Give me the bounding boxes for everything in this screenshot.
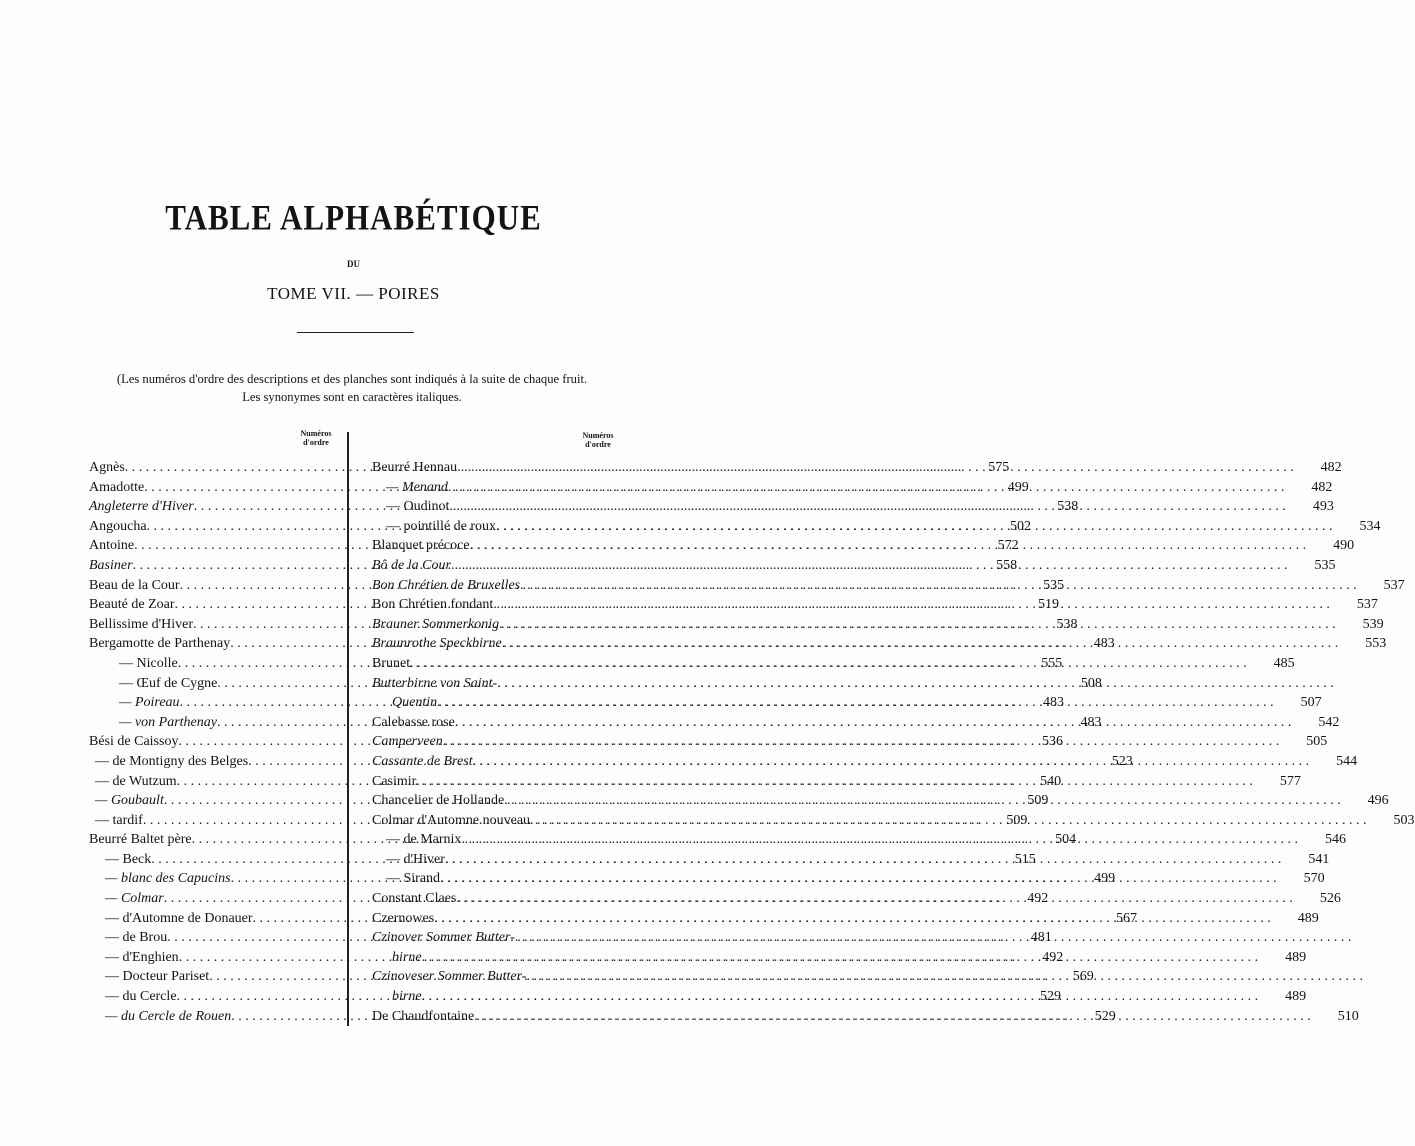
entry-number: 575 [988, 460, 1010, 475]
dot-leader [456, 889, 1293, 909]
entry-number: 538 [1056, 616, 1078, 632]
entry-name: Bési de Caissoy [89, 734, 179, 750]
entry-number: 537 [1356, 597, 1378, 613]
entry-name: Bergamotte de Parthenay [89, 636, 231, 652]
entry-name: — de Wutzum [95, 773, 177, 789]
dot-leader [520, 576, 1357, 596]
entry-name: birne [392, 949, 422, 965]
entry-number: 537 [1383, 577, 1405, 593]
dot-leader [474, 1007, 1311, 1027]
entry-number: 535 [1314, 557, 1336, 573]
entry-number: 572 [997, 538, 1019, 554]
dot-leader [443, 732, 1280, 752]
entry-number: 558 [996, 557, 1018, 573]
entry-number: 538 [1057, 499, 1079, 515]
entry-number: 541 [1308, 851, 1330, 867]
entry-name: Beauté de Zoar [89, 597, 175, 613]
index-entry [372, 967, 617, 987]
entry-number: 481 [1030, 930, 1052, 946]
entry-name: — de Brou [105, 930, 168, 946]
dot-leader [422, 987, 1259, 1007]
dot-leader [410, 654, 1247, 674]
dot-leader [457, 458, 1294, 478]
entry-name: — tardif [95, 812, 143, 828]
title-connector: DU [347, 259, 360, 269]
entry-name: Amadotte [89, 479, 145, 495]
entry-name: Czernowes [372, 910, 435, 926]
entry-name: Cassante de Brest [372, 753, 473, 769]
entry-name: — du Cercle de Rouen [105, 1008, 232, 1024]
entry-name: Czinoveser Sommer Butter- [372, 969, 527, 985]
entry-name: — pointillé de roux [386, 518, 497, 534]
left-column-heading: Numéros d'ordre [300, 429, 332, 447]
entry-name: Beurré Baltet père [89, 832, 192, 848]
entry-number: 493 [1312, 499, 1334, 515]
entry-name: Angoucha [89, 518, 147, 534]
entry-name: — blanc des Capucins [105, 871, 231, 887]
entry-name: — d'Hiver [386, 851, 445, 867]
dot-leader [493, 595, 1330, 615]
entry-number: 510 [1337, 1008, 1359, 1024]
entry-name: Beurré Hennau [372, 460, 458, 475]
volume-subtitle: TOME VII. — POIRES [267, 284, 440, 303]
entry-number: 507 [1300, 695, 1322, 711]
entry-name: Chancelier de Hollande [372, 793, 505, 809]
entry-name: — Docteur Pariset [105, 969, 210, 985]
dot-leader [449, 497, 1286, 517]
entry-number: 482 [1320, 460, 1342, 475]
entry-number: 570 [1303, 871, 1325, 887]
entry-name: Braunrothe Speckbirne [372, 636, 502, 652]
entry-name: birne [392, 989, 422, 1005]
entry-number: 526 [1319, 891, 1341, 907]
dot-leader [497, 674, 1334, 694]
entry-name: Basiner [89, 557, 133, 573]
entry-name: De Chaudfontaine [372, 1008, 475, 1024]
entry-name: Brunet [372, 655, 411, 671]
entry-name: — de Montigny des Belges [95, 753, 249, 769]
dot-leader [434, 909, 1271, 929]
entry-number: 536 [1041, 734, 1063, 750]
entry-number: 529 [1040, 989, 1062, 1005]
entry-number: 546 [1324, 832, 1346, 848]
dot-leader [504, 791, 1341, 811]
entry-number: 539 [1362, 616, 1384, 632]
entry-name: Colmar d'Automne nouveau [372, 812, 531, 828]
entry-name: — Sirand [386, 871, 441, 887]
dot-leader [437, 693, 1274, 713]
entry-number: 499 [1094, 871, 1116, 887]
entry-number: 519 [1038, 597, 1060, 613]
entry-number: 504 [1055, 832, 1077, 848]
page-title: TABLE ALPHABÉTIQUE [165, 197, 542, 238]
entry-number: 490 [1333, 538, 1355, 554]
entry-number: 523 [1111, 753, 1133, 769]
entry-number: 483 [1093, 636, 1115, 652]
entry-name: Agnès [89, 460, 125, 475]
title-rule [297, 332, 414, 333]
entry-number: 508 [1080, 675, 1102, 691]
entry-number: 496 [1367, 793, 1389, 809]
dot-leader [496, 517, 1333, 537]
entry-name: Blanquet précoce [372, 538, 470, 554]
entry-name: Quentin [392, 695, 438, 711]
entry-name: — d'Automne de Donauer [105, 910, 253, 926]
entry-number: 489 [1285, 949, 1307, 965]
entry-name: — de Marnix [386, 832, 462, 848]
entry-name: — d'Enghien [105, 949, 179, 965]
dot-leader [515, 928, 1352, 948]
entry-name: Brauner Sommerkonig [372, 616, 500, 632]
entry-number: 482 [1311, 479, 1333, 495]
entry-name: Czinover Sommer Butter- [372, 930, 515, 946]
entry-name: Bon Chrétien de Bruxelles [372, 577, 521, 593]
entry-number: 509 [1006, 812, 1028, 828]
entry-number: 502 [1010, 518, 1032, 534]
right-column-heading: Numéros d'ordre [582, 431, 614, 449]
entry-name: Calebasse rose [372, 714, 455, 730]
dot-leader [502, 634, 1339, 654]
entry-number: 567 [1116, 910, 1138, 926]
entry-number: 555 [1041, 655, 1063, 671]
entry-number: 503 [1393, 812, 1415, 828]
dot-leader [470, 536, 1307, 556]
entry-number: 485 [1273, 655, 1295, 671]
entry-name: Butterbirne von Saint- [372, 675, 498, 691]
dot-leader [451, 556, 1288, 576]
entry-name: — Colmar [105, 891, 164, 907]
entry-name: — Menand [386, 479, 448, 495]
dot-leader [455, 713, 1292, 733]
index-entry [372, 928, 617, 948]
entry-name: — Beck [105, 851, 152, 867]
entry-number: 542 [1318, 714, 1340, 730]
dot-leader [422, 948, 1259, 968]
dot-leader [473, 752, 1310, 772]
explanatory-note: (Les numéros d'ordre des descriptions et des planches sont indiqués à la suite de chaque fruit. Les synonymes sont en caractères italiques. [116, 372, 588, 404]
entry-number: 544 [1336, 753, 1358, 769]
entry-name: — Oudinot [386, 499, 450, 515]
entry-number: 492 [1042, 949, 1064, 965]
entry-name: Casimir [372, 773, 417, 789]
entry-number: 534 [1359, 518, 1381, 534]
entry-name: Camperveen [372, 734, 443, 750]
entry-number: 535 [1043, 577, 1065, 593]
index-entry [372, 674, 617, 694]
dot-leader [499, 615, 1336, 635]
entry-number: 483 [1080, 714, 1102, 730]
entry-name: Angleterre d'Hiver [89, 499, 194, 515]
entry-number: 489 [1285, 989, 1307, 1005]
entry-name: Bellissime d'Hiver [89, 616, 194, 632]
dot-leader [440, 869, 1277, 889]
entry-name: Beau de la Cour [89, 577, 180, 593]
dot-leader [526, 967, 1363, 987]
entry-name: — Œuf de Cygne [119, 675, 218, 691]
entry-name: — Poireau [119, 695, 180, 711]
entry-name: Constant Claes [372, 891, 457, 907]
entry-name: Bô de la Cour [372, 557, 451, 573]
entry-number: 577 [1279, 773, 1301, 789]
dot-leader [461, 830, 1298, 850]
entry-number: 492 [1027, 891, 1049, 907]
entry-name: — Goubault [95, 793, 164, 809]
dot-leader [530, 811, 1367, 831]
entry-number: 515 [1014, 851, 1036, 867]
entry-name: Bon Chrétien fondant [372, 597, 494, 613]
entry-number: 569 [1072, 969, 1094, 985]
entry-number: 553 [1365, 636, 1387, 652]
dot-leader [448, 478, 1285, 498]
dot-leader [416, 772, 1253, 792]
entry-number: 540 [1040, 773, 1062, 789]
dot-leader [445, 850, 1282, 870]
entry-number: 509 [1027, 793, 1049, 809]
entry-name: Antoine [89, 538, 135, 554]
entry-name: — von Parthenay [119, 714, 217, 730]
entry-number: 483 [1043, 695, 1065, 711]
entry-number: 505 [1306, 734, 1328, 750]
entry-name: — Nicolle [119, 655, 178, 671]
entry-number: 529 [1094, 1008, 1116, 1024]
entry-number: 499 [1007, 479, 1029, 495]
entry-name: — du Cercle [105, 989, 177, 1005]
entry-number: 489 [1297, 910, 1319, 926]
